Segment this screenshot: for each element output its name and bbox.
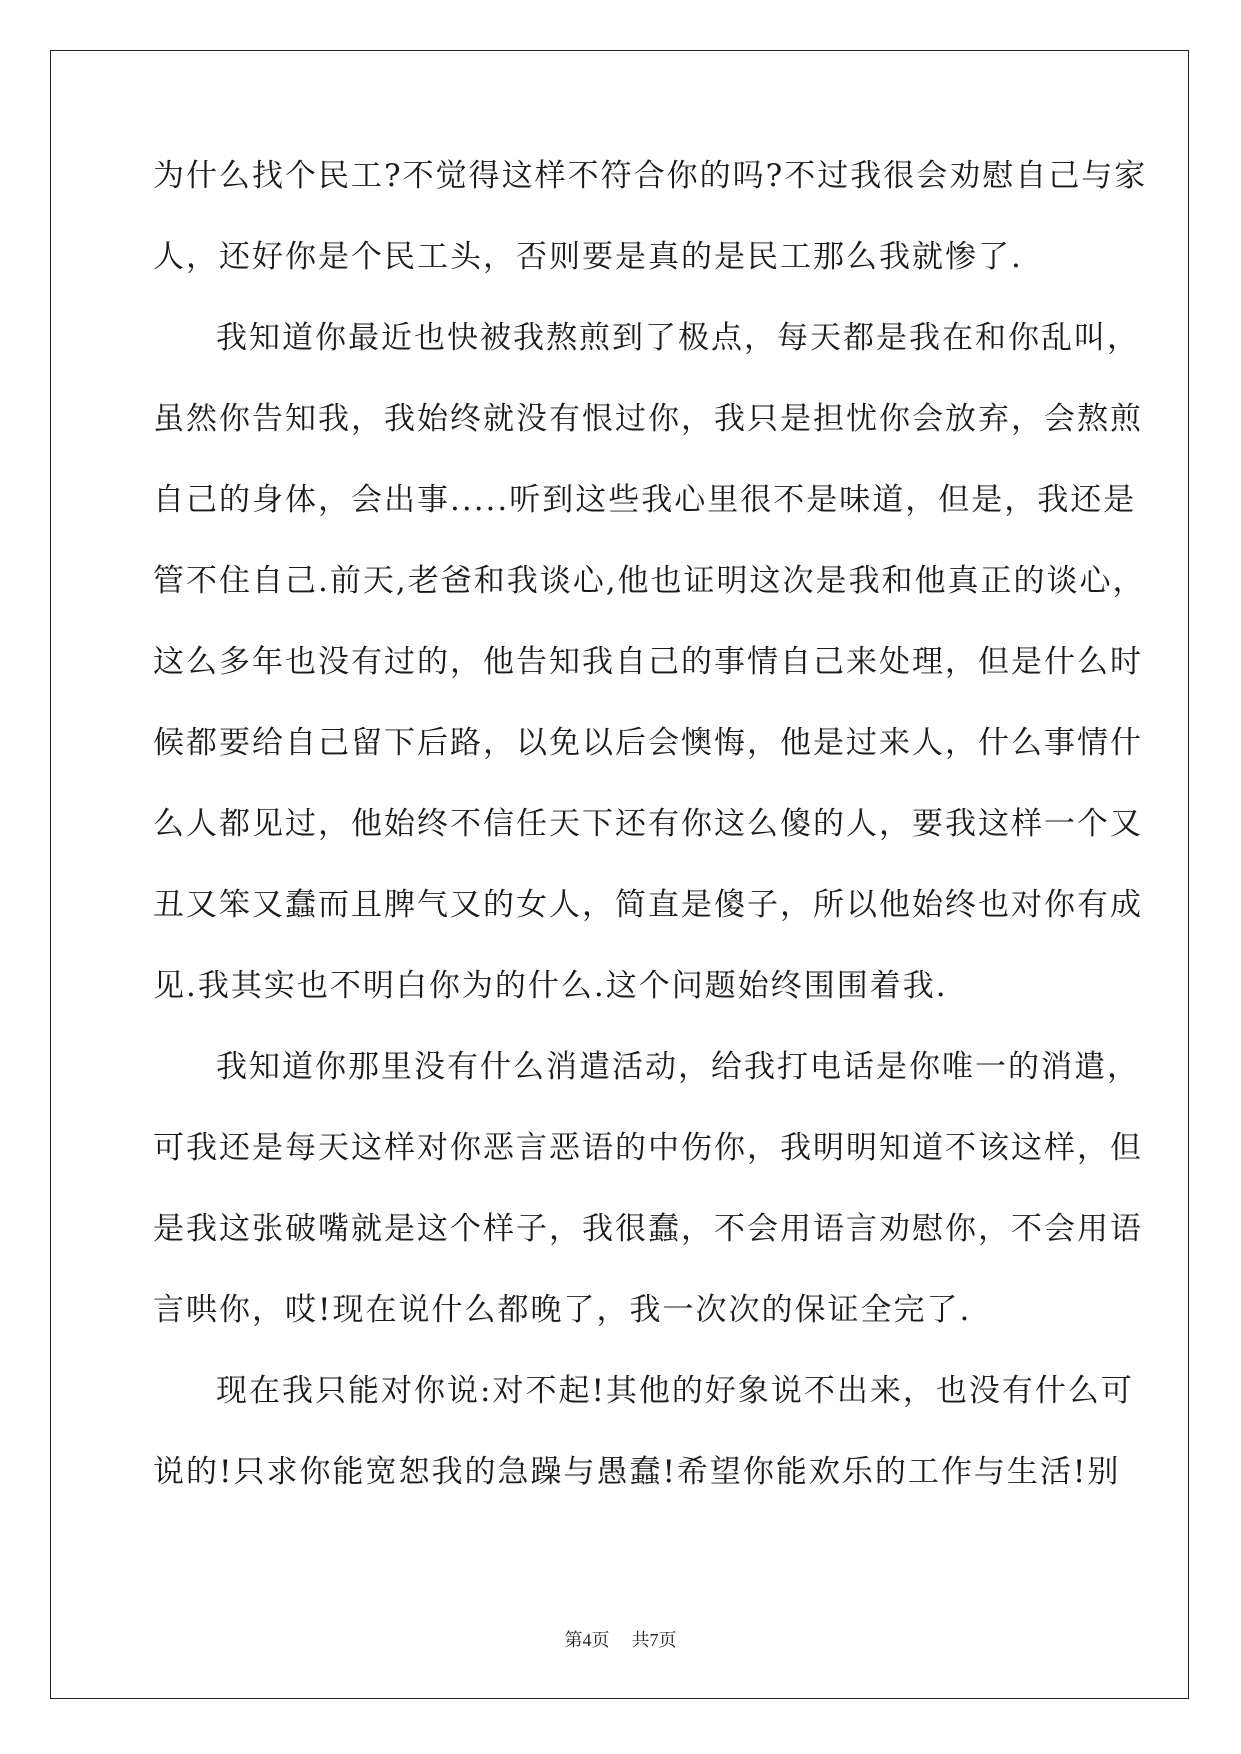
- text-line: 管不住自己.前天,老爸和我谈心,他也证明这次是我和他真正的谈心，: [153, 563, 1146, 599]
- current-page-number: 第4页: [564, 1630, 610, 1650]
- text-line: 候都要给自己留下后路，以免以后会懊悔，他是过来人，什么事情什: [153, 725, 1143, 761]
- text-line: 虽然你告知我，我始终就没有恨过你，我只是担忧你会放弃，会熬煎: [153, 401, 1143, 437]
- text-line: 丑又笨又蠢而且脾气又的女人，简直是傻子，所以他始终也对你有成: [153, 887, 1143, 923]
- text-line: 我知道你最近也快被我熬煎到了极点，每天都是我在和你乱叫，: [216, 320, 1140, 356]
- text-line: 么人都见过，他始终不信任天下还有你这么傻的人，要我这样一个又: [153, 806, 1143, 842]
- text-line: 自己的身体，会出事.....听到这些我心里很不是味道，但是，我还是: [153, 482, 1137, 518]
- text-line: 说的!只求你能宽恕我的急躁与愚蠢!希望你能欢乐的工作与生活!别: [153, 1454, 1121, 1490]
- text-line: 现在我只能对你说:对不起!其他的好象说不出来，也没有什么可: [216, 1373, 1134, 1409]
- text-line: 这么多年也没有过的，他告知我自己的事情自己来处理，但是什么时: [153, 644, 1143, 680]
- text-line: 人，还好你是个民工头，否则要是真的是民工那么我就惨了.: [153, 239, 1023, 275]
- text-line: 为什么找个民工?不觉得这样不符合你的吗?不过我很会劝慰自己与家: [153, 158, 1148, 194]
- text-line: 言哄你，哎!现在说什么都晚了，我一次次的保证全完了.: [153, 1292, 972, 1328]
- text-line: 我知道你那里没有什么消遣活动，给我打电话是你唯一的消遣，: [216, 1049, 1140, 1085]
- text-line: 见.我其实也不明白你为的什么.这个问题始终围围着我.: [153, 968, 948, 1004]
- document-body: [153, 158, 1148, 1537]
- page-footer: [0, 1626, 1241, 1652]
- total-page-count: 共7页: [631, 1630, 677, 1650]
- text-line: 是我这张破嘴就是这个样子，我很蠢，不会用语言劝慰你，不会用语: [153, 1211, 1143, 1247]
- text-line: 可我还是每天这样对你恶言恶语的中伤你，我明明知道不该这样，但: [153, 1130, 1143, 1166]
